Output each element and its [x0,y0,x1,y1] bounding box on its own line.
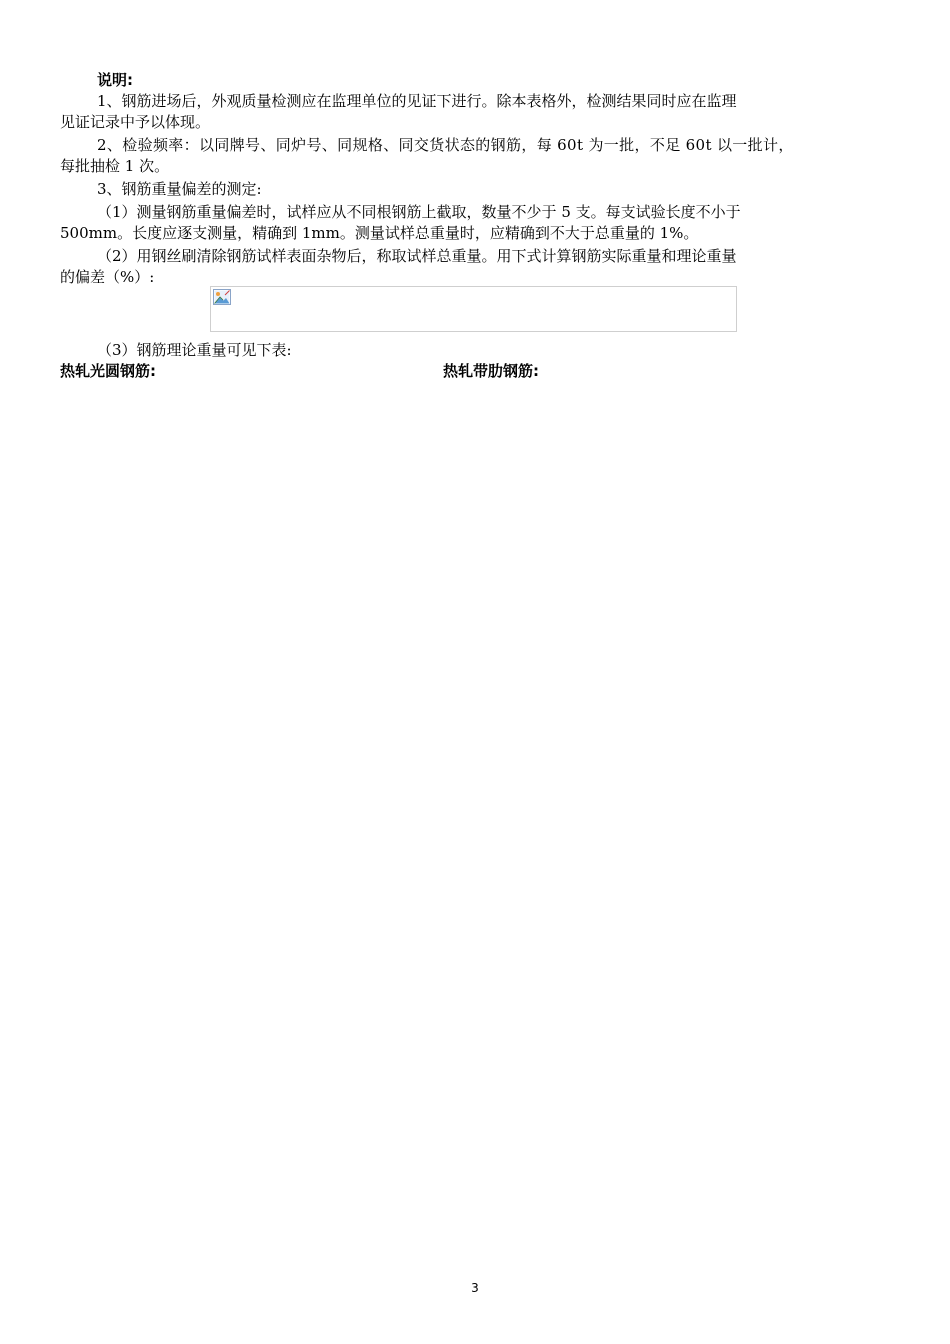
paragraph-3a-line-1: （1）测量钢筋重量偏差时，试样应从不同根钢筋上截取，数量不少于 5 支。每支试验长度不小于 [97,203,741,221]
formula-image-placeholder [210,286,737,332]
paragraph-1-line-1: 1、钢筋进场后，外观质量检测应在监理单位的见证下进行。除本表格外，检测结果同时应在监理 [97,92,737,110]
paragraph-2-line-1: 2、检验频率：以同牌号、同炉号、同规格、同交货状态的钢筋，每 60t 为一批，不足 60t 以一批计， [97,136,794,154]
paragraph-3c-line-1: （3）钢筋理论重量可见下表: [97,341,292,359]
paragraph-3b-line-1: （2）用钢丝刷清除钢筋试样表面杂物后，称取试样总重量。用下式计算钢筋实际重量和理论重量 [97,247,737,265]
paragraph-3b-line-2: 的偏差（%）: [60,268,155,286]
subheading-ribbed-bar: 热轧带肋钢筋: [443,362,539,380]
subheading-plain-round-bar: 热轧光圆钢筋: [60,362,156,380]
paragraph-1-line-2: 见证记录中予以体现。 [60,113,211,131]
broken-image-icon [213,289,231,305]
page-number: 3 [471,1281,479,1295]
paragraph-3-title: 3、钢筋重量偏差的测定: [97,180,262,198]
notes-heading: 说明: [97,71,133,89]
paragraph-2-line-2: 每批抽检 1 次。 [60,157,170,175]
paragraph-3a-line-2: 500mm。长度应逐支测量，精确到 1mm。测量试样总重量时，应精确到不大于总重量的 1%。 [60,224,699,242]
